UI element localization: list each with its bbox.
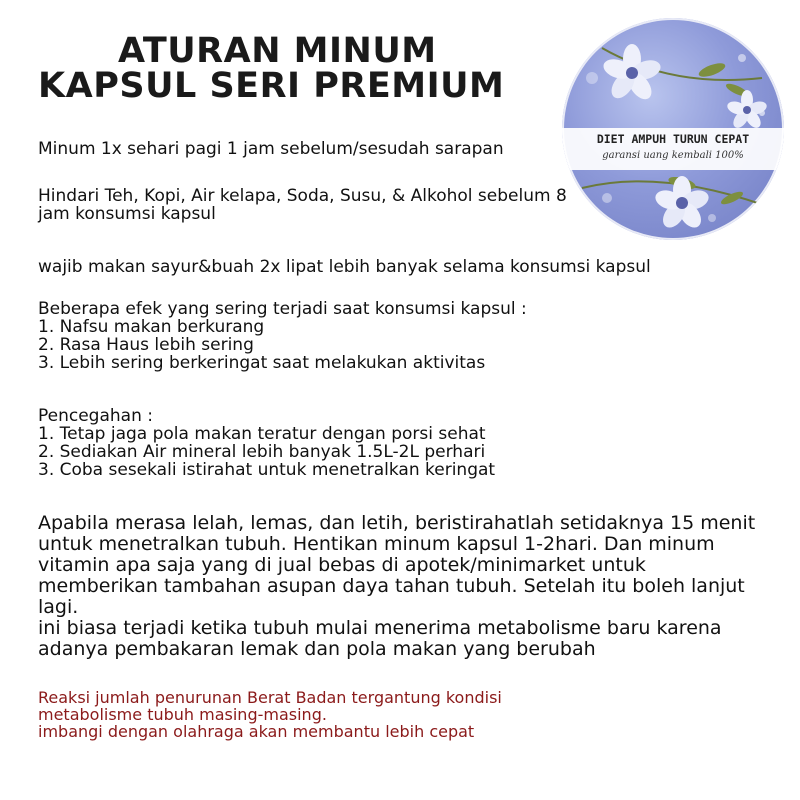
brand-badge	[562, 18, 784, 240]
advice-line-3: vitamin apa saja yang di jual bebas di apotek/minimarket untuk	[38, 554, 646, 576]
advice-line-4: memberikan tambahan asupan daya tahan tubuh. Setelah itu boleh lanjut	[38, 575, 745, 597]
advice-line-6: ini biasa terjadi ketika tubuh mulai menerima metabolisme baru karena	[38, 617, 722, 639]
advice-line-5: lagi.	[38, 596, 79, 618]
prevention-item-2: 2. Sediakan Air mineral lebih banyak 1.5L-2L perhari	[38, 442, 486, 462]
note-line-1: Reaksi jumlah penurunan Berat Badan tergantung kondisi	[38, 688, 502, 707]
title-line-2: KAPSUL SERI PREMIUM	[38, 66, 505, 106]
effect-item-3: 3. Lebih sering berkeringat saat melakukan aktivitas	[38, 353, 486, 373]
effect-item-1: 1. Nafsu makan berkurang	[38, 317, 265, 337]
note-line-3: imbangi dengan olahraga akan membantu lebih cepat	[38, 722, 475, 741]
page-title	[38, 31, 505, 106]
note-line-2: metabolisme tubuh masing-masing.	[38, 705, 327, 724]
must-eat-rule: wajib makan sayur&buah 2x lipat lebih banyak selama konsumsi kapsul	[38, 257, 651, 277]
title-line-1: ATURAN MINUM	[118, 31, 437, 71]
effect-item-2: 2. Rasa Haus lebih sering	[38, 335, 254, 355]
prevention-heading: Pencegahan :	[38, 406, 153, 426]
avoid-rule-line-1: Hindari Teh, Kopi, Air kelapa, Soda, Susu, & Alkohol sebelum 8	[38, 186, 567, 206]
advice-line-1: Apabila merasa lelah, lemas, dan letih, beristirahatlah setidaknya 15 menit	[38, 512, 756, 534]
effects-heading: Beberapa efek yang sering terjadi saat konsumsi kapsul :	[38, 299, 527, 319]
avoid-rule-line-2: jam konsumsi kapsul	[38, 204, 216, 224]
dose-rule: Minum 1x sehari pagi 1 jam sebelum/sesudah sarapan	[38, 139, 504, 159]
badge-sub-text: garansi uang kembali 100%	[602, 150, 744, 161]
prevention-item-1: 1. Tetap jaga pola makan teratur dengan porsi sehat	[38, 424, 486, 444]
advice-line-7: adanya pembakaran lemak dan pola makan yang berubah	[38, 638, 596, 660]
prevention-item-3: 3. Coba sesekali istirahat untuk menetralkan keringat	[38, 460, 496, 480]
advice-line-2: untuk menetralkan tubuh. Hentikan minum kapsul 1-2hari. Dan minum	[38, 533, 715, 555]
badge-main-text: DIET AMPUH TURUN CEPAT	[596, 132, 750, 146]
